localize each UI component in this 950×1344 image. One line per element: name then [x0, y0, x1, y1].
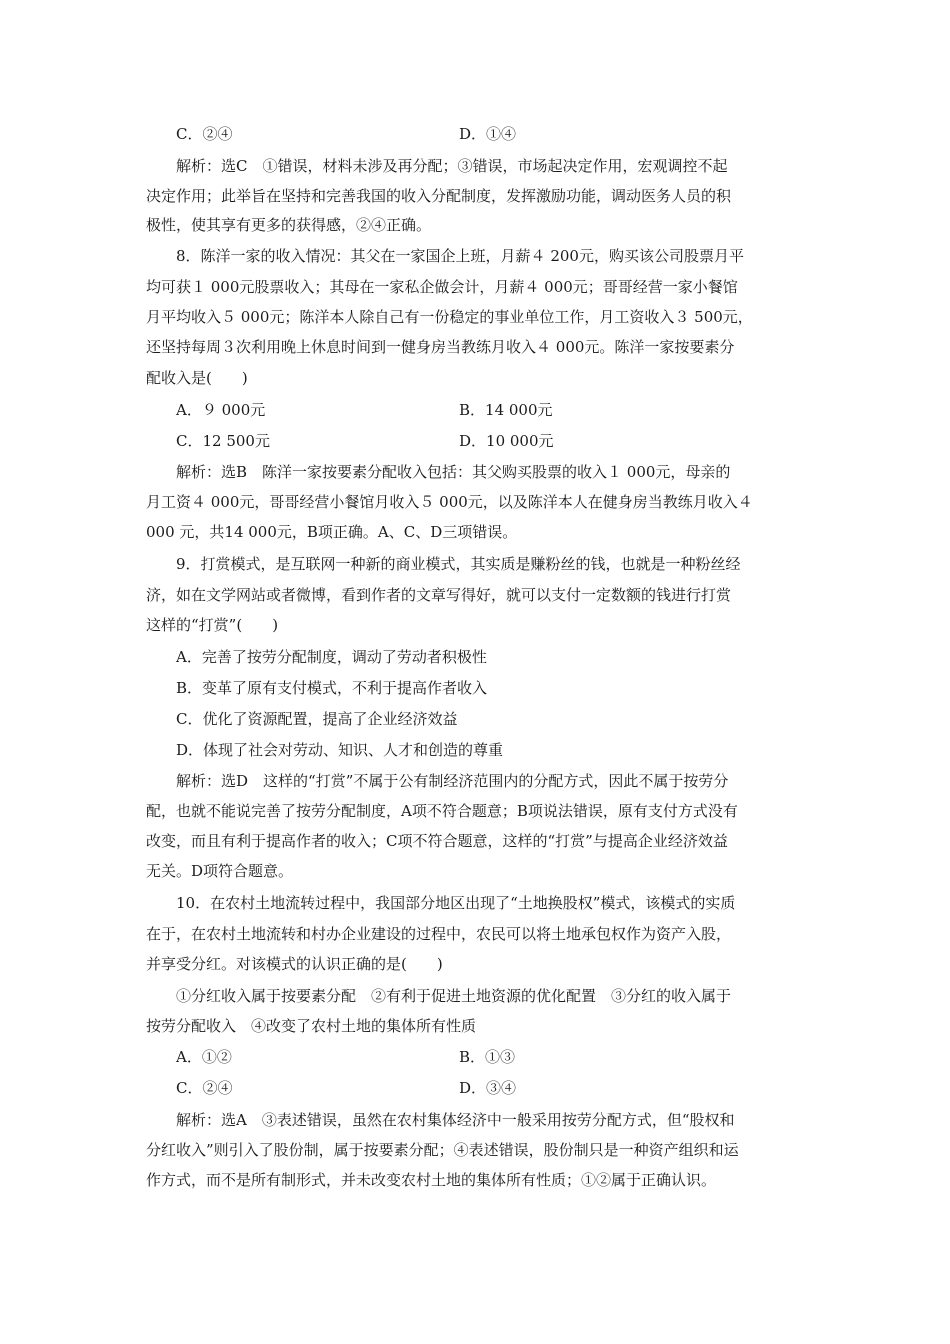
q8-stem-line-3: 月平均收入５ 000元；陈洋本人除自己有一份稳定的事业单位工作，月工资收入３ 500元， [146, 308, 753, 326]
q10-analysis-line-2: 分红收入”则引入了股份制，属于按要素分配；④表述错误，股份制只是一种资产组织和运 [146, 1141, 739, 1159]
q8-option-c: C．12 500元 [176, 432, 270, 450]
q9-analysis-line-4: 无关。D项符合题意。 [146, 862, 294, 880]
q7-option-c: C．②④ [176, 125, 233, 143]
q10-stem-line-2: 在于，在农村土地流转和村办企业建设的过程中，农民可以将土地承包权作为资产入股， [146, 925, 732, 943]
q8-analysis-line-2: 月工资４ 000元，哥哥经营小餐馆月收入５ 000元，以及陈洋本人在健身房当教练月收入４ [146, 493, 753, 511]
q10-stem-line-1: 10．在农村土地流转过程中，我国部分地区出现了“土地换股权”模式，该模式的实质 [176, 894, 736, 912]
q8-stem-line-5: 配收入是( ) [146, 369, 248, 387]
q9-stem-line-3: 这样的“打赏”( ) [146, 616, 279, 634]
q9-stem-line-2: 济，如在文学网站或者微博，看到作者的文章写得好，就可以支付一定数额的钱进行打赏 [146, 586, 732, 604]
q10-option-c: C．②④ [176, 1079, 233, 1097]
q7-analysis-line-3: 极性，使其享有更多的获得感，②④正确。 [146, 216, 432, 234]
q10-option-d: D．③④ [459, 1079, 517, 1097]
q10-analysis-line-1: 解析：选A ③表述错误，虽然在农村集体经济中一般采用按劳分配方式，但“股权和 [176, 1111, 735, 1129]
q10-item-line-1: ①分红收入属于按要素分配 ②有利于促进土地资源的优化配置 ③分红的收入属于 [176, 987, 732, 1005]
q7-analysis-line-2: 决定作用；此举旨在坚持和完善我国的收入分配制度，发挥激励功能，调动医务人员的积 [146, 187, 732, 205]
q10-item-line-2: 按劳分配收入 ④改变了农村土地的集体所有性质 [146, 1017, 477, 1035]
q7-option-d: D．①④ [459, 125, 517, 143]
q10-option-b: B．①③ [459, 1048, 516, 1066]
q8-analysis-line-3: 000 元，共14 000元，B项正确。A、C、D三项错误。 [146, 523, 518, 541]
q9-analysis-line-2: 配，也就不能说完善了按劳分配制度，A项不符合题意；B项说法错误，原有支付方式没有 [146, 802, 738, 820]
q9-option-b: B．变革了原有支付模式，不利于提高作者收入 [176, 679, 488, 697]
q10-analysis-line-3: 作方式，而不是所有制形式，并未改变农村土地的集体所有性质；①②属于正确认识。 [146, 1171, 717, 1189]
q8-option-b: B．14 000元 [459, 401, 553, 419]
q8-option-a: A．９ 000元 [176, 401, 266, 419]
q8-stem-line-4: 还坚持每周３次利用晚上休息时间到一健身房当教练月收入４ 000元。陈洋一家按要素分 [146, 338, 735, 356]
q8-stem-line-1: 8．陈洋一家的收入情况：其父在一家国企上班，月薪４ 200元，购买该公司股票月平 [176, 247, 744, 265]
q9-analysis-line-3: 改变，而且有利于提高作者的收入；C项不符合题意，这样的“打赏”与提高企业经济效益 [146, 832, 728, 850]
q8-option-d: D．10 000元 [459, 432, 554, 450]
q9-stem-line-1: 9．打赏模式，是互联网一种新的商业模式，其实质是赚粉丝的钱，也就是一种粉丝经 [176, 555, 741, 573]
q8-stem-line-2: 均可获１ 000元股票收入；其母在一家私企做会计，月薪４ 000元；哥哥经营一家小餐馆 [146, 278, 738, 296]
q8-analysis-line-1: 解析：选B 陈洋一家按要素分配收入包括：其父购买股票的收入１ 000元，母亲的 [176, 463, 731, 481]
q9-analysis-line-1: 解析：选D 这样的“打赏”不属于公有制经济范围内的分配方式，因此不属于按劳分 [176, 772, 729, 790]
q9-option-d: D．体现了社会对劳动、知识、人才和创造的尊重 [176, 741, 504, 759]
q10-option-a: A．①② [176, 1048, 232, 1066]
q7-analysis-line-1: 解析：选C ①错误，材料未涉及再分配；③错误，市场起决定作用，宏观调控不起 [176, 157, 728, 175]
q9-option-c: C．优化了资源配置，提高了企业经济效益 [176, 710, 458, 728]
q10-stem-line-3: 并享受分红。对该模式的认识正确的是( ) [146, 955, 443, 973]
q9-option-a: A．完善了按劳分配制度，调动了劳动者积极性 [176, 648, 487, 666]
